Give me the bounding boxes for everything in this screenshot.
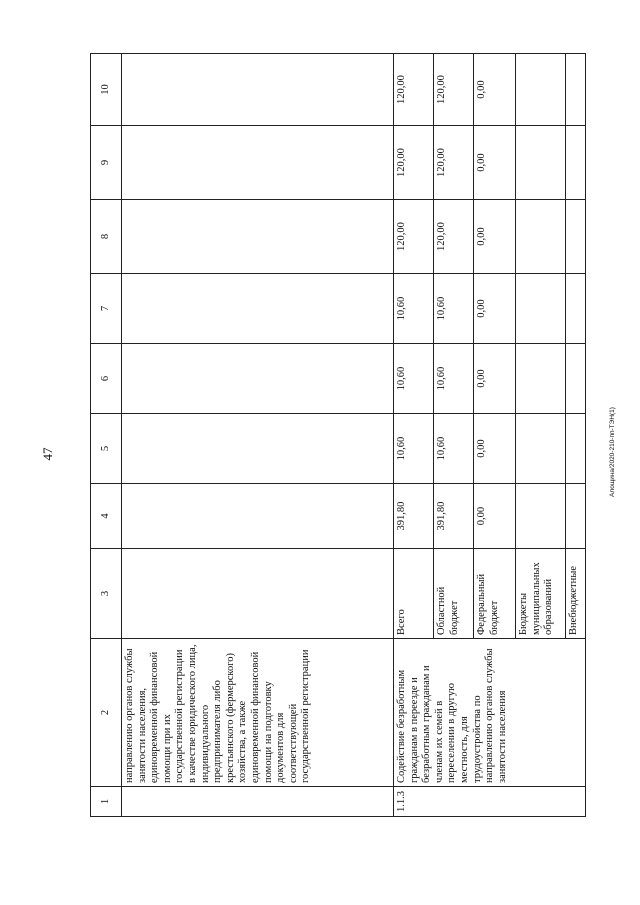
value-cell: 0,00 <box>474 54 516 126</box>
value-cell <box>516 344 566 414</box>
financing-table <box>90 53 586 817</box>
column-number-row <box>91 54 122 817</box>
value-cell: 120,00 <box>394 126 434 200</box>
value-cell: 10,60 <box>394 274 434 344</box>
value-cell <box>566 414 586 484</box>
continuation-row <box>122 54 394 817</box>
col-header-7: 7 <box>91 274 122 344</box>
value-cell: 10,60 <box>434 414 474 484</box>
value-cell: 120,00 <box>434 200 474 274</box>
col-header-5: 5 <box>91 414 122 484</box>
document-code: Алощина/2020-210-пп-ТЭН(1) <box>609 407 616 497</box>
program-table <box>90 54 580 817</box>
value-cell <box>516 484 566 549</box>
source-label: Бюджеты муниципальных образований <box>516 549 566 639</box>
value-cell: 10,60 <box>394 414 434 484</box>
col-header-4: 4 <box>91 484 122 549</box>
value-cell: 0,00 <box>474 484 516 549</box>
value-cell: 0,00 <box>474 126 516 200</box>
value-cell: 120,00 <box>434 54 474 126</box>
value-cell <box>566 274 586 344</box>
value-cell: 120,00 <box>434 126 474 200</box>
col-header-2: 2 <box>91 639 122 787</box>
col-header-6: 6 <box>91 344 122 414</box>
value-cell <box>516 126 566 200</box>
source-label: Областной бюджет <box>434 549 474 639</box>
item-name: Содействие безработным гражданам в переезде и безработным гражданам и членам их семей в переселении в другую местность, для трудоустройства по направлению органов службы занятости населения <box>394 639 586 787</box>
value-cell <box>566 126 586 200</box>
value-cell <box>516 274 566 344</box>
table-row <box>394 54 434 817</box>
value-cell: 10,60 <box>434 274 474 344</box>
value-cell: 120,00 <box>394 54 434 126</box>
rotated-table-frame <box>90 54 580 817</box>
item-code: 1.1.3 <box>394 787 586 817</box>
col-header-9: 9 <box>91 126 122 200</box>
value-cell <box>516 414 566 484</box>
value-cell <box>566 200 586 274</box>
value-cell: 391,80 <box>434 484 474 549</box>
value-cell: 391,80 <box>394 484 434 549</box>
value-cell: 0,00 <box>474 414 516 484</box>
value-cell: 0,00 <box>474 344 516 414</box>
source-label: Внебюджетные <box>566 549 586 639</box>
value-cell <box>516 54 566 126</box>
page-number: 47 <box>40 447 55 461</box>
col-header-3: 3 <box>91 549 122 639</box>
value-cell <box>566 484 586 549</box>
value-cell: 0,00 <box>474 200 516 274</box>
value-cell: 0,00 <box>474 274 516 344</box>
source-label: Федеральный бюджет <box>474 549 516 639</box>
value-cell: 10,60 <box>434 344 474 414</box>
value-cell <box>566 344 586 414</box>
source-label: Всего <box>394 549 434 639</box>
continuation-text: направлению органов службы занятости населения, единовременной финансовой помощи при их государственной регистрации в качестве юридического лица, индивидуального предпринимателя либо крестьянского (фермерского) хозяйства, а также единовременной финансовой помощи на подготовку документов для соответствующей государственной регистрации <box>122 639 394 787</box>
col-header-1: 1 <box>91 787 122 817</box>
col-header-10: 10 <box>91 54 122 126</box>
value-cell <box>566 54 586 126</box>
col-header-8: 8 <box>91 200 122 274</box>
value-cell <box>516 200 566 274</box>
value-cell: 10,60 <box>394 344 434 414</box>
value-cell: 120,00 <box>394 200 434 274</box>
